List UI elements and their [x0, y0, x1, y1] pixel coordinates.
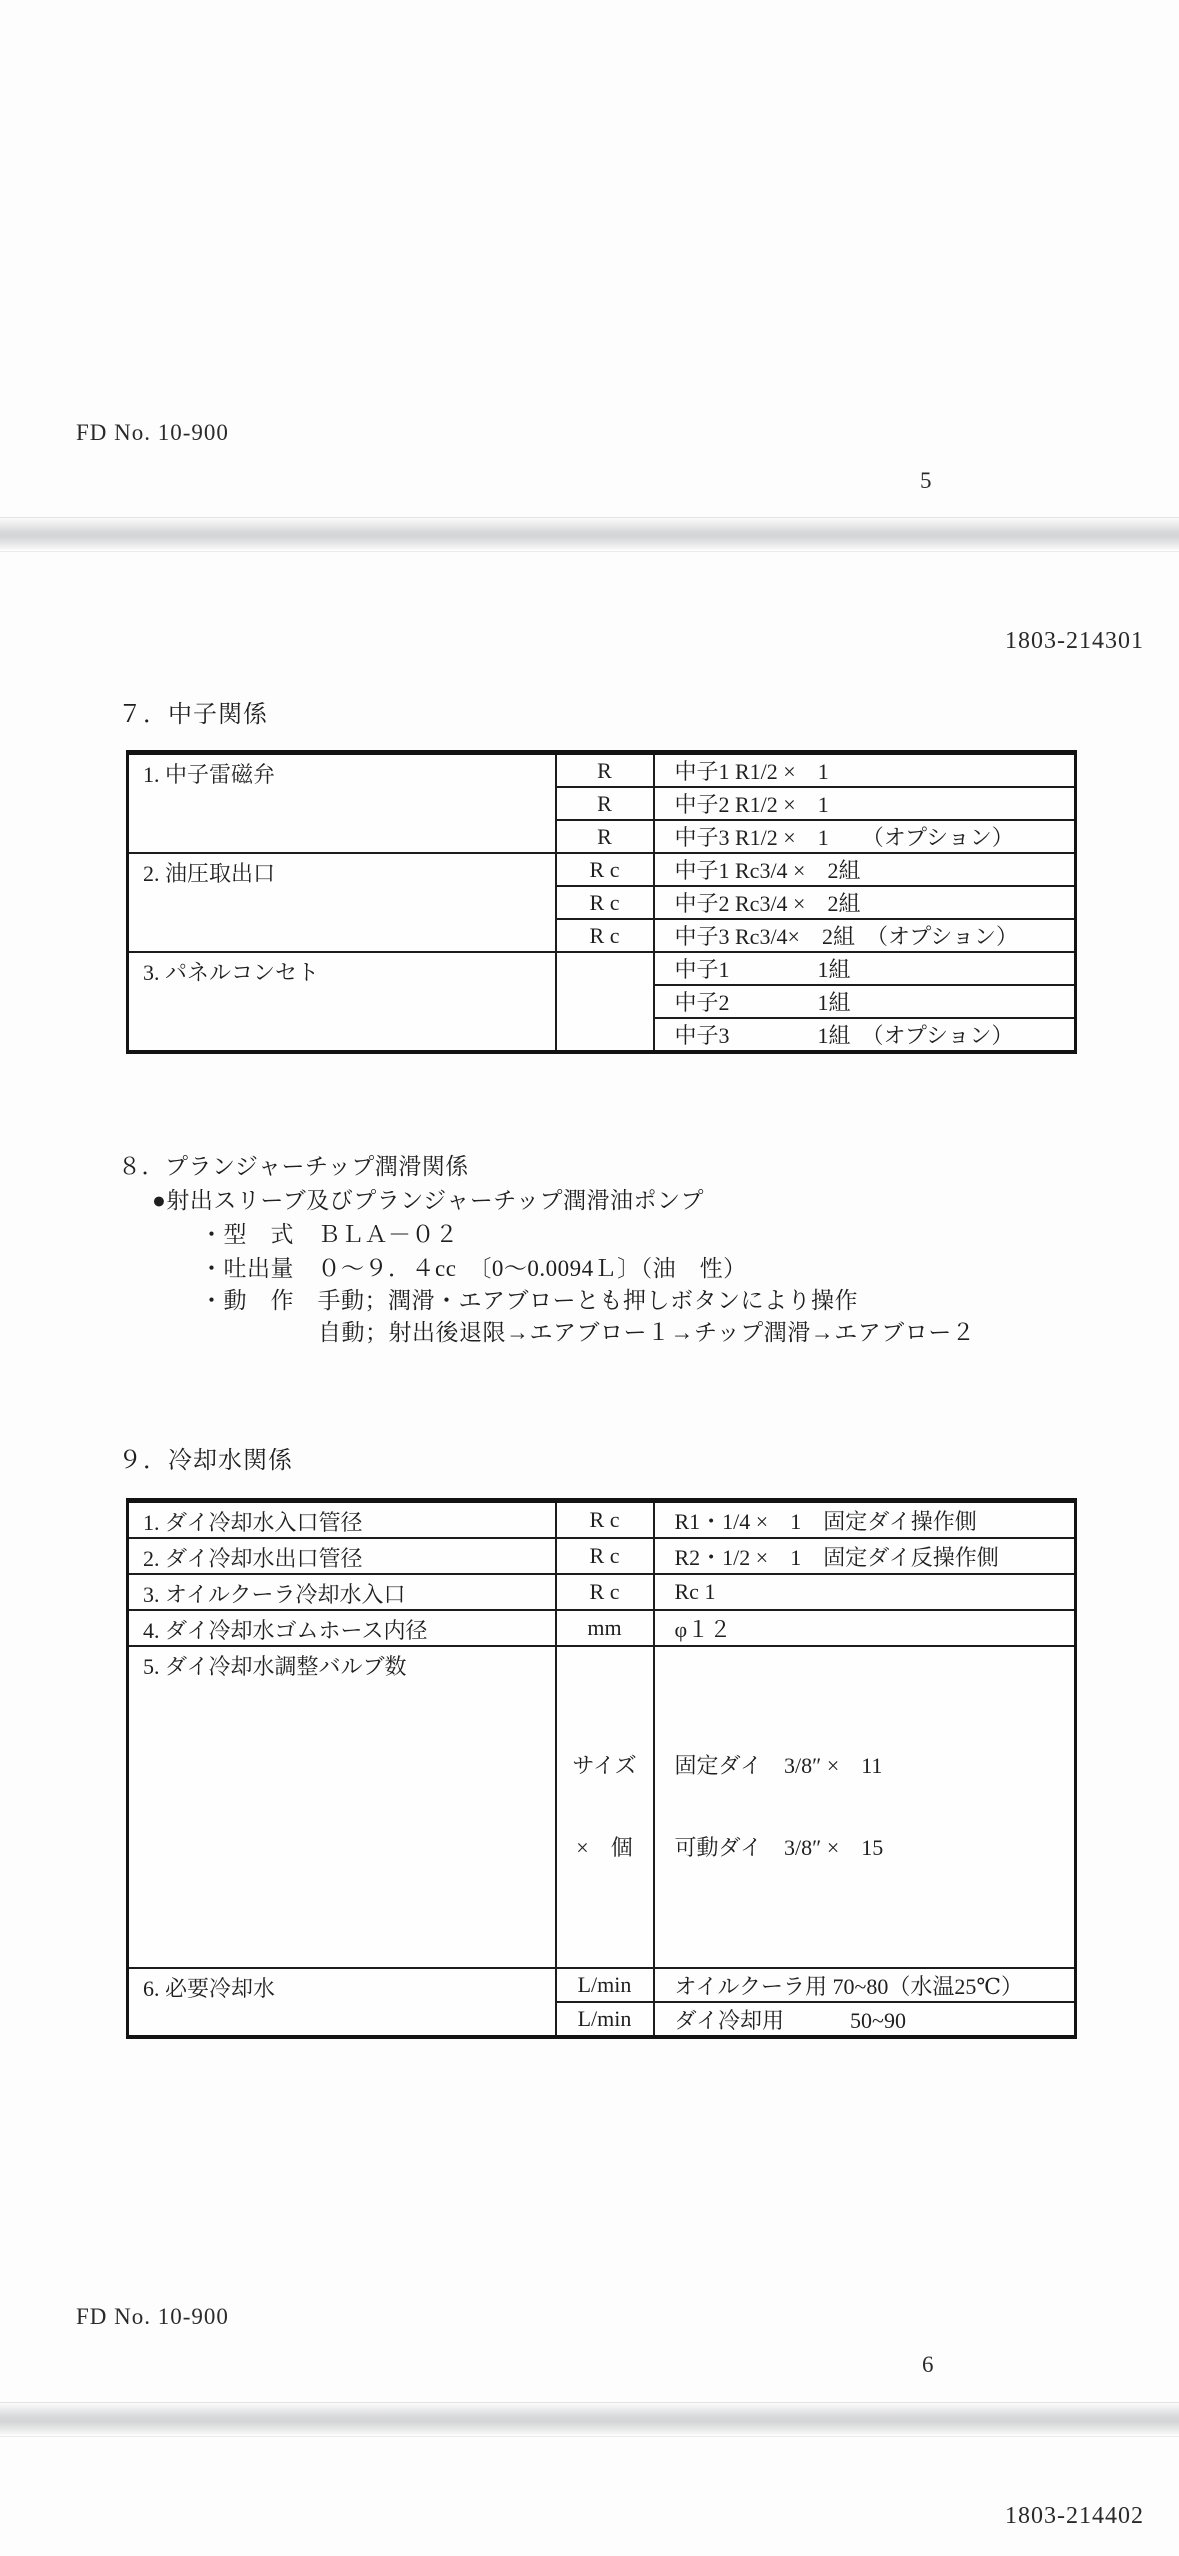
spec-unit-cell: R	[556, 753, 654, 788]
pump-bullet-line: ●射出スリーブ及びプランジャーチップ潤滑油ポンプ	[152, 1188, 705, 1213]
spec-value-cell: 中子3 1組 （オプション）	[654, 1018, 1076, 1052]
spec-value-cell: φ１２	[654, 1610, 1076, 1646]
spec-value-cell: Rc 1	[654, 1574, 1076, 1610]
section7-heading: ７．中子関係	[118, 702, 268, 728]
spec-unit-cell: R c	[556, 919, 654, 952]
spec-unit-cell: R c	[556, 886, 654, 919]
table-row	[128, 1574, 1076, 1610]
spec-value-line: 固定ダイ 3/8″ × 11	[674, 1753, 883, 1778]
spec-label-cell: 1. 中子雷磁弁	[128, 753, 556, 854]
spec-unit-line: サイズ	[572, 1753, 637, 1778]
spec-label-cell: 3. パネルコンセト	[128, 952, 556, 1052]
spec-unit-cell: R c	[556, 853, 654, 886]
table-row	[128, 1610, 1076, 1646]
spec-unit-line: × 個	[576, 1835, 633, 1860]
table-row	[128, 1538, 1076, 1574]
table-row	[128, 1968, 1076, 2002]
spec-unit-cell: R	[556, 820, 654, 853]
table-row	[128, 753, 1076, 788]
spec-value-cell: 中子2 R1/2 × 1	[654, 787, 1076, 820]
spec-value-cell: 中子3 R1/2 × 1 （オプション）	[654, 820, 1076, 853]
pump-auto-line: 自動；射出後退限→エアブロー１→チップ潤滑→エアブロー２	[318, 1320, 976, 1345]
spec-value-cell: R1・1/4 × 1 固定ダイ操作側	[654, 1501, 1076, 1539]
spec-unit-cell: L/min	[556, 1968, 654, 2002]
spec-value-cell: ダイ冷却用 50~90	[654, 2002, 1076, 2037]
page7-doc-code: 1803-214402	[1005, 2503, 1144, 2529]
pump-model-line: ・型 式 ＢＬＡ－０２	[200, 1222, 459, 1247]
section9-heading: ９．冷却水関係	[118, 1448, 293, 1474]
spec-unit-cell: R	[556, 787, 654, 820]
pump-action-line: ・動 作 手動；潤滑・エアブローとも押しボタンにより操作	[200, 1288, 858, 1313]
spec-label-cell: 3. オイルクーラ冷却水入口	[128, 1574, 556, 1610]
spec-unit-cell: R c	[556, 1538, 654, 1574]
spec-unit-cell: R c	[556, 1574, 654, 1610]
page-separator	[0, 2402, 1179, 2437]
spec-label-cell: 2. 油圧取出口	[128, 853, 556, 952]
page5-page-number: 5	[920, 468, 932, 493]
spec-label-cell: 1. ダイ冷却水入口管径	[128, 1501, 556, 1539]
spec-unit-cell: L/min	[556, 2002, 654, 2037]
spec-unit-cell: mm	[556, 1610, 654, 1646]
spec-label-cell: 5. ダイ冷却水調整バルブ数	[128, 1646, 556, 1968]
core-spec-table	[126, 750, 1077, 1054]
page6-doc-number: FD No. 10-900	[76, 2304, 229, 2329]
table-row	[128, 1501, 1076, 1539]
pump-discharge-line: ・吐出量 ０～９．４cc 〔0～0.0094Ｌ〕（油 性）	[200, 1256, 747, 1281]
spec-value-cell: 中子2 Rc3/4 × 2組	[654, 886, 1076, 919]
spec-value-line: 可動ダイ 3/8″ × 15	[674, 1835, 884, 1860]
spec-unit-cell	[556, 952, 654, 1052]
page6-page-number: 6	[922, 2352, 934, 2377]
page-separator	[0, 517, 1179, 552]
spec-value-cell: オイルクーラ用 70~80（水温25℃）	[654, 1968, 1076, 2002]
table-row	[128, 952, 1076, 985]
table-row	[128, 853, 1076, 886]
spec-unit-cell: R c	[556, 1501, 654, 1539]
spec-label-cell: 4. ダイ冷却水ゴムホース内径	[128, 1610, 556, 1646]
spec-value-cell	[654, 1646, 1076, 1968]
spec-value-cell: 中子1 1組	[654, 952, 1076, 985]
table-row	[128, 1646, 1076, 1968]
section8-heading: ８．プランジャーチップ潤滑関係	[118, 1154, 469, 1179]
spec-label-cell: 2. ダイ冷却水出口管径	[128, 1538, 556, 1574]
spec-unit-cell	[556, 1646, 654, 1968]
page6-doc-code: 1803-214301	[1005, 628, 1144, 654]
spec-value-cell: 中子3 Rc3/4× 2組 （オプション）	[654, 919, 1076, 952]
spec-label-cell: 6. 必要冷却水	[128, 1968, 556, 2037]
spec-value-cell: 中子1 R1/2 × 1	[654, 753, 1076, 788]
cooling-water-table	[126, 1498, 1077, 2039]
page5-doc-number: FD No. 10-900	[76, 420, 229, 445]
spec-value-cell: 中子2 1組	[654, 985, 1076, 1018]
spec-value-cell: R2・1/2 × 1 固定ダイ反操作側	[654, 1538, 1076, 1574]
spec-value-cell: 中子1 Rc3/4 × 2組	[654, 853, 1076, 886]
